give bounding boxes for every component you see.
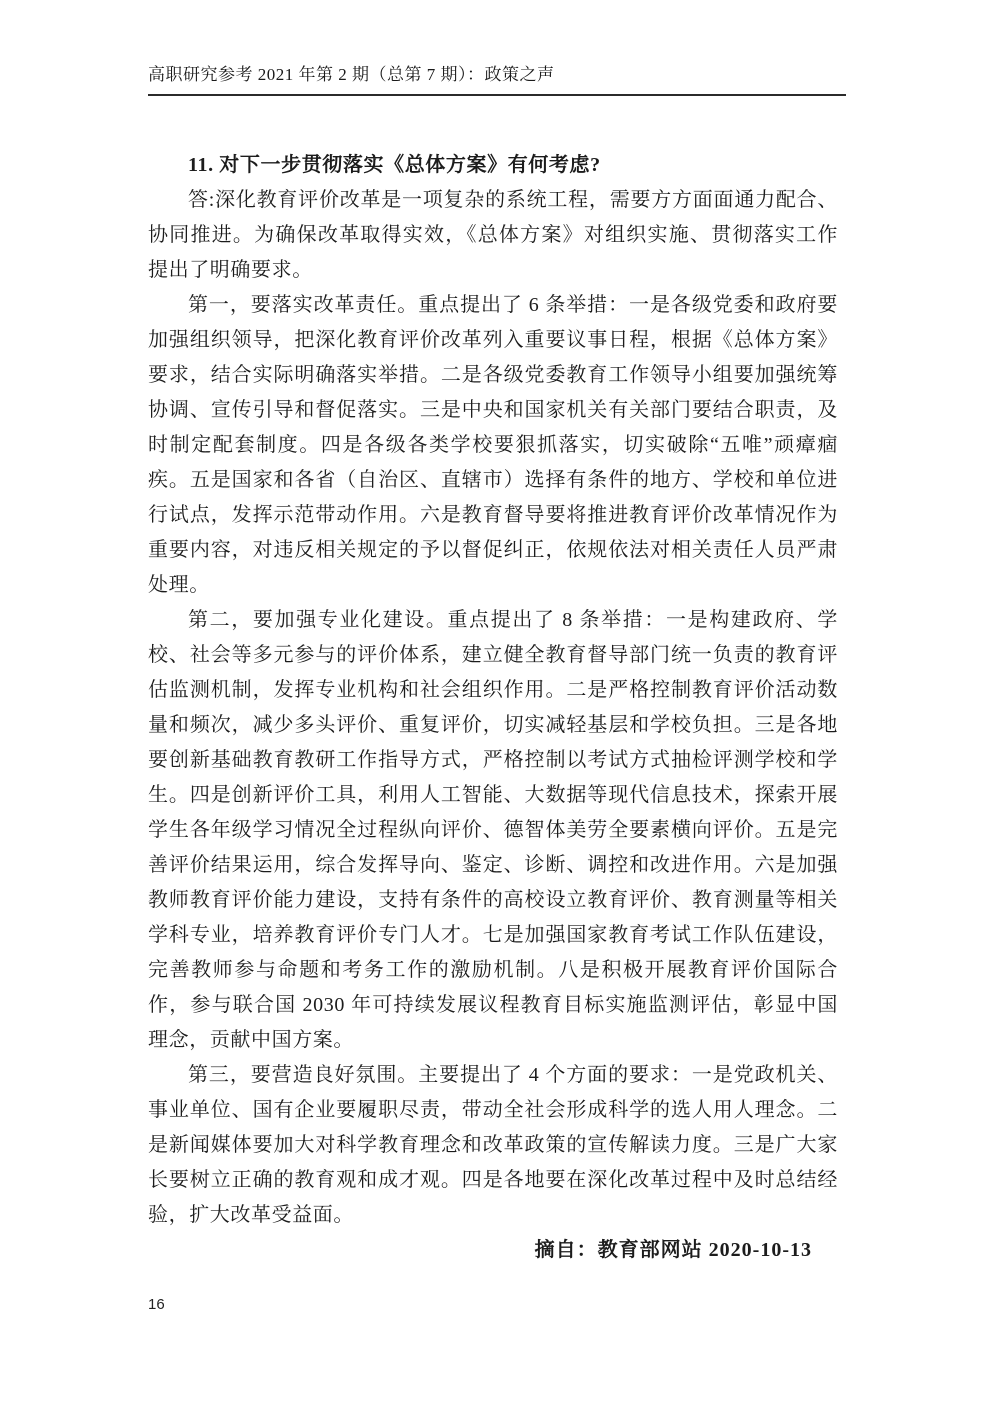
paragraph-first-point: 第一，要落实改革责任。重点提出了 6 条举措：一是各级党委和政府要加强组织领导，把深化教育评价改革列入重要议事日程，根据《总体方案》要求，结合实际明确落实举措。二是各级党委教育工作领导小组要加强统筹协调、宣传引导和督促落实。三是中央和国家机关有关部门要结合职责，及时制定配套制度。四是各级各类学校要狠抓落实，切实破除“五唯”顽瘴痼疾。五是国家和各省（自治区、直辖市）选择有条件的地方、学校和单位进行试点，发挥示范带动作用。六是教育督导要将推进教育评价改革情况作为重要内容，对违反相关规定的予以督促纠正，依规依法对相关责任人员严肃处理。 [148,294,838,596]
paragraph-second-point: 第二，要加强专业化建设。重点提出了 8 条举措：一是构建政府、学校、社会等多元参与的评价体系，建立健全教育督导部门统一负责的教育评估监测机制，发挥专业机构和社会组织作用。二是严格控制教育评价活动数量和频次，减少多头评价、重复评价，切实减轻基层和学校负担。三是各地要创新基础教育教研工作指导方式，严格控制以考试方式抽检评测学校和学生。四是创新评价工具，利用人工智能、大数据等现代信息技术，探索开展学生各年级学习情况全过程纵向评价、德智体美劳全要素横向评价。五是完善评价结果运用，综合发挥导向、鉴定、诊断、调控和改进作用。六是加强教师教育评价能力建设，支持有条件的高校设立教育评价、教育测量等相关学科专业，培养教育评价专门人才。七是加强国家教育考试工作队伍建设，完善教师参与命题和考务工作的激励机制。八是积极开展教育评价国际合作，参与联合国 2030 年可持续发展议程教育目标实施监测评估，彰显中国理念，贡献中国方案。 [148,609,838,1051]
article-body [148,148,838,1268]
source-attribution: 摘自：教育部网站 2020-10-13 [534,1239,812,1261]
header-rule [148,94,846,96]
page-number: 16 [148,1296,165,1313]
paragraph-answer-intro: 答:深化教育评价改革是一项复杂的系统工程，需要方方面面通力配合、协同推进。为确保改革取得实效，《总体方案》对组织实施、贯彻落实工作提出了明确要求。 [148,189,838,281]
question-title: 11. 对下一步贯彻落实《总体方案》有何考虑? [188,154,601,176]
running-header: 高职研究参考 2021 年第 2 期（总第 7 期）：政策之声 [148,65,555,84]
paragraph-third-point: 第三，要营造良好氛围。主要提出了 4 个方面的要求：一是党政机关、事业单位、国有企业要履职尽责，带动全社会形成科学的选人用人理念。二是新闻媒体要加大对科学教育理念和改革政策的宣传解读力度。三是广大家长要树立正确的教育观和成才观。四是各地要在深化改革过程中及时总结经验，扩大改革受益面。 [148,1064,838,1226]
